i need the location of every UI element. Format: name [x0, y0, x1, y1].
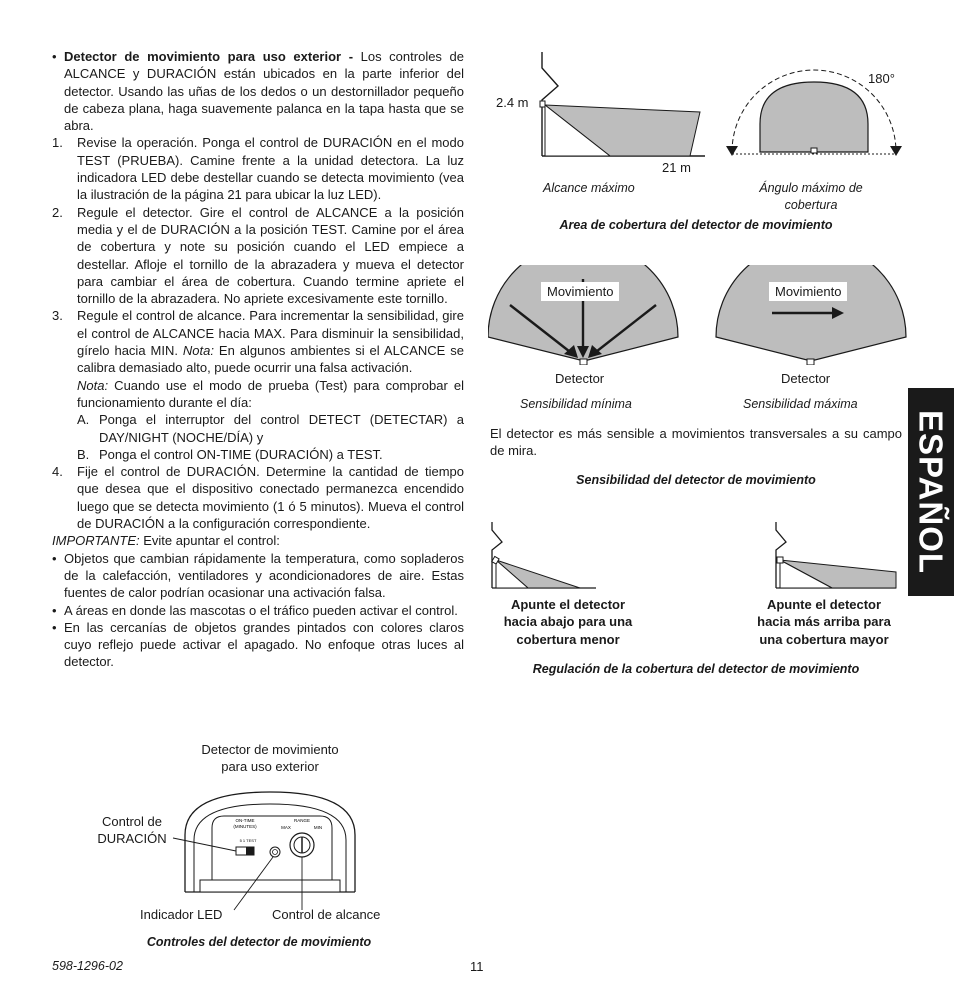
max-sensitivity-caption: Sensibilidad máxima [743, 397, 858, 411]
detector-label-right: Detector [781, 371, 831, 386]
angle-coverage-area [760, 82, 868, 152]
important-note: IMPORTANTE: Evite apuntar el control: [52, 533, 280, 549]
aim-up-text: Apunte el detector hacia más arriba para una cobertura mayor [757, 597, 891, 647]
page-number: 11 [470, 959, 484, 974]
sensitivity-figure-caption: Sensibilidad del detector de movimiento [576, 473, 816, 487]
detector-label-left: Detector [555, 371, 605, 386]
motion-label-right: Movimiento [769, 282, 847, 301]
max-angle-diagram [722, 62, 902, 162]
height-label: 2.4 m [496, 95, 529, 110]
aim-up-diagram [772, 520, 902, 592]
step-2: 2. Regule el detector. Gire el control de ALCANCE a la posición media y el de DURACIÓN a la posición TEST. Camine por el área de cobertura y note su posición cuando el LED empiece a destellar. Afloje el tornillo de la abrazadera y mueva el detector para cambiar el área de cobertura. Cuando termine apriete el tornillo de la abrazadera. No apriete excesivamente este tornillo. [52, 204, 464, 307]
led-indicator [270, 847, 280, 857]
step-3-sub-a: A. Ponga el interruptor del control DETECT (DETECTAR) a DAY/NIGHT (NOCHE/DÍA) y [77, 412, 464, 445]
max-text: MAX [281, 825, 291, 830]
instructions-column [52, 48, 464, 671]
min-sensitivity-diagram [488, 265, 688, 365]
angle-label: 180° [868, 71, 895, 86]
duration-switch-knob [246, 847, 254, 855]
step-3-sub-b: B. Ponga el control ON-TIME (DURACIÓN) a TEST. [77, 446, 383, 462]
coverage-figure-caption: Area de cobertura del detector de movimiento [559, 218, 833, 232]
language-tab-label: ESPAÑOL [912, 409, 950, 575]
distance-label: 21 m [662, 160, 691, 175]
step-1: 1. Revise la operación. Ponga el control de DURACIÓN en el modo TEST (PRUEBA). Camine frente a la unidad detectora. La luz indicadora LED debe destellar cuando se detecta movimiento (vea la ilustración de la página 21 para ubicar la luz LED). [52, 135, 464, 203]
step-3-note: Nota: Cuando use el modo de prueba (Test) para comprobar el funcionamiento durante el día: [77, 377, 464, 410]
duration-label: Control de DURACIÓN [97, 814, 167, 847]
intro-heading: Detector de movimiento para uso exterior - [64, 49, 354, 64]
aim-down-diagram [488, 520, 598, 592]
max-range-caption: Alcance máximo [543, 181, 635, 195]
aim-figure-caption: Regulación de la cobertura del detector de movimiento [532, 662, 860, 676]
sensitivity-body-text: El detector es más sensible a movimientos transversales a su campo de mira. [490, 426, 902, 459]
language-side-tab [908, 388, 954, 596]
max-range-diagram [530, 50, 710, 160]
controls-figure-title: Detector de movimiento para uso exterior [201, 742, 339, 775]
max-angle-caption: Ángulo máximo de cobertura [759, 181, 863, 213]
warning-bullet-1: • Objetos que cambian rápidamente la temperatura, como sopladeros de la calefacción, ventiladores y acondicionadores de aire. Estas fuentes de calor podrían ocasionar una activación falsa. [52, 550, 464, 602]
switch-marks: 5 1 TEST [239, 838, 257, 843]
led-label: Indicador LED [140, 907, 223, 922]
minutes-label: (MINUTES) [233, 824, 257, 829]
warning-bullet-3: • En las cercanías de objetos grandes pintados con colores claros cuyo reflejo puede activar el apagado. No enfoque otras luces al detector. [52, 619, 464, 671]
ontime-label: ON-TIME [235, 818, 255, 823]
arc-arrow-right [890, 146, 902, 156]
warning-bullet-2: • A áreas en donde las mascotas o el tráfico pueden activar el control. [52, 602, 464, 619]
document-number: 598-1296-02 [52, 959, 123, 973]
motion-label-left: Movimiento [541, 282, 619, 301]
min-text: MIN [313, 825, 323, 830]
max-sensitivity-diagram [714, 265, 914, 365]
range-text: RANGE [293, 818, 311, 823]
controls-figure-caption: Controles del detector de movimiento [146, 935, 372, 949]
range-label: Control de alcance [272, 907, 381, 922]
detector-controls-illustration [150, 780, 390, 930]
detector-icon [540, 101, 545, 107]
min-sensitivity-caption: Sensibilidad mínima [520, 397, 632, 411]
aim-down-text: Apunte el detector hacia abajo para una cobertura menor [503, 597, 633, 647]
intro-paragraph: • Detector de movimiento para uso exterior - Los controles de ALCANCE y DURACIÓN están ubicados en la parte inferior del detector. Usando las uñas de los dedos o un destornillador pequeño de cabeza plana, haga suavemente palanca en la tapa hasta que se abra. [52, 48, 464, 134]
step-4: 4. Fije el control de DURACIÓN. Determine la cantidad de tiempo que desea que el dispositivo conectado permanezca encendido luego que se detecta movimiento (1 ó 5 minutos). Mueva el control de DURACIÓN a la configuración correspondiente. [52, 464, 464, 532]
step-3: 3. Regule el control de alcance. Para incrementar la sensibilidad, gire el control de ALCANCE hacia MAX. Para disminuir la sensibilidad, gírelo hacia MIN. Nota: En algunos ambientes si el ALCANCE se calibra demasiado alto, puede ocurrir una falsa activación. [52, 308, 464, 376]
